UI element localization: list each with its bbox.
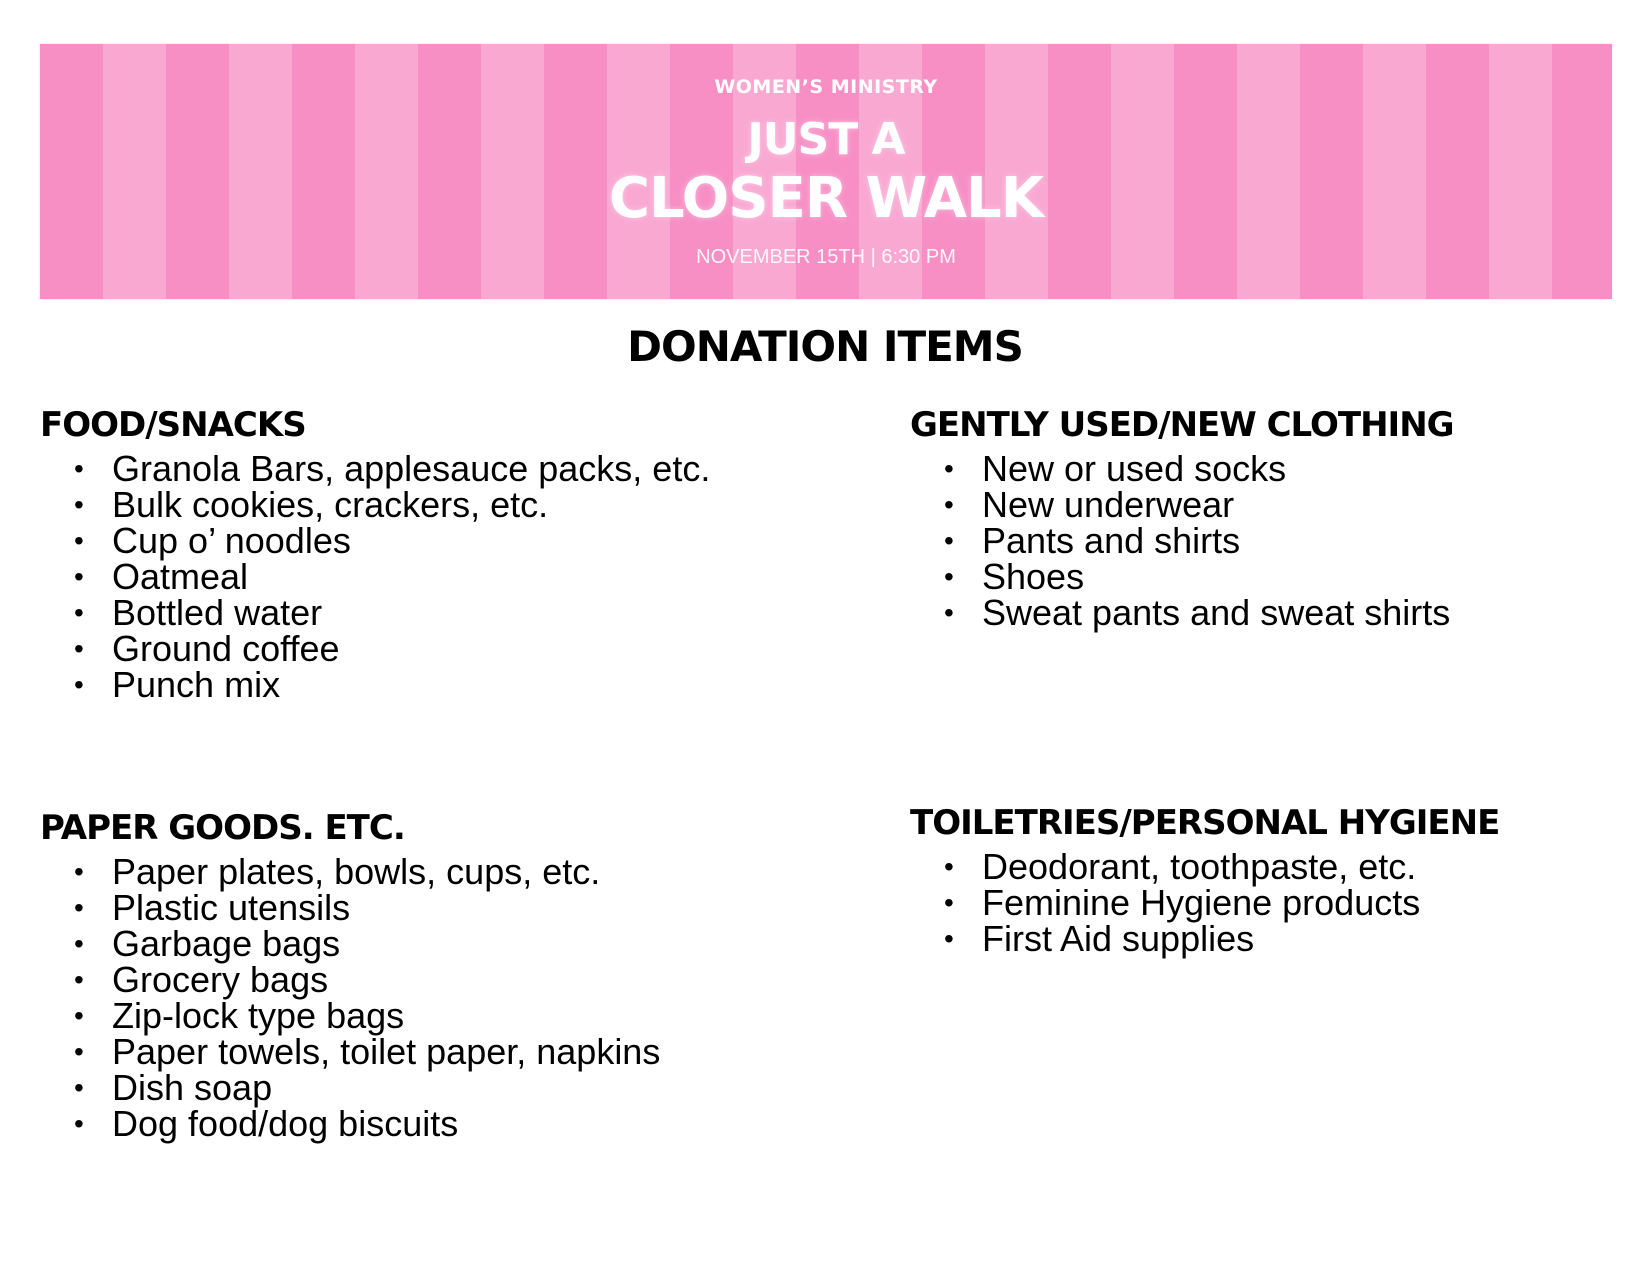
list-item-text: Granola Bars, applesauce packs, etc. <box>112 448 711 489</box>
list-item <box>74 664 720 705</box>
list-item <box>74 592 720 633</box>
bullet-icon: • <box>74 669 84 700</box>
page-title: DONATION ITEMS <box>627 322 1023 371</box>
section-food-snacks <box>40 405 720 703</box>
bullet-icon: • <box>74 1108 84 1139</box>
list-item-text: New or used socks <box>982 448 1287 489</box>
item-list <box>910 846 1610 959</box>
bullet-icon: • <box>74 561 84 592</box>
bullet-icon: • <box>944 851 954 882</box>
bullet-icon: • <box>74 453 84 484</box>
bullet-icon: • <box>74 928 84 959</box>
bullet-icon: • <box>944 489 954 520</box>
event-title-line-1: JUST A <box>747 114 905 165</box>
list-item-text: Pants and shirts <box>982 520 1241 561</box>
list-item-text: Bottled water <box>112 592 323 633</box>
bullet-icon: • <box>74 892 84 923</box>
list-item <box>74 1067 800 1108</box>
list-item-text: Ground coffee <box>112 628 340 669</box>
list-item <box>74 887 800 928</box>
banner-text-group <box>40 44 1612 299</box>
section-paper-goods <box>40 808 800 1142</box>
section-heading: FOOD/SNACKS <box>40 405 306 445</box>
list-item <box>74 959 800 1000</box>
list-item-text: Sweat pants and sweat shirts <box>982 592 1451 633</box>
list-item-text: Dog food/dog biscuits <box>112 1103 459 1144</box>
list-item <box>944 556 1610 597</box>
bullet-icon: • <box>74 856 84 887</box>
section-heading: PAPER GOODS. ETC. <box>40 808 405 848</box>
bullet-icon: • <box>74 964 84 995</box>
bullet-icon: • <box>74 489 84 520</box>
list-item <box>944 592 1610 633</box>
list-item-text: Paper towels, toilet paper, napkins <box>112 1031 661 1072</box>
list-item-text: Paper plates, bowls, cups, etc. <box>112 851 601 892</box>
list-item-text: New underwear <box>982 484 1235 525</box>
list-item <box>74 628 720 669</box>
list-item <box>944 882 1610 923</box>
bullet-icon: • <box>74 1000 84 1031</box>
list-item <box>944 484 1610 525</box>
bullet-icon: • <box>944 887 954 918</box>
event-banner <box>40 44 1612 299</box>
list-item <box>944 448 1610 489</box>
bullet-icon: • <box>74 597 84 628</box>
item-list <box>40 448 720 705</box>
list-item-text: Garbage bags <box>112 923 341 964</box>
bullet-icon: • <box>944 923 954 954</box>
list-item-text: Feminine Hygiene products <box>982 882 1421 923</box>
bullet-icon: • <box>74 1072 84 1103</box>
list-item <box>74 995 800 1036</box>
event-date-time: NOVEMBER 15TH | 6:30 PM <box>696 246 956 268</box>
event-title-line-2: CLOSER WALK <box>608 166 1044 231</box>
list-item-text: Punch mix <box>112 664 281 705</box>
list-item <box>944 918 1610 959</box>
bullet-icon: • <box>74 1036 84 1067</box>
list-item-text: Grocery bags <box>112 959 329 1000</box>
list-item <box>74 1031 800 1072</box>
list-item <box>74 556 720 597</box>
list-item <box>74 484 720 525</box>
item-list <box>40 851 800 1144</box>
list-item-text: Deodorant, toothpaste, etc. <box>982 846 1417 887</box>
bullet-icon: • <box>74 633 84 664</box>
bullet-icon: • <box>944 561 954 592</box>
bullet-icon: • <box>944 597 954 628</box>
list-item-text: Oatmeal <box>112 556 249 597</box>
ministry-label: WOMEN’S MINISTRY <box>714 76 938 98</box>
list-item-text: Zip-lock type bags <box>112 995 405 1036</box>
section-heading: TOILETRIES/PERSONAL HYGIENE <box>910 803 1500 843</box>
list-item <box>944 846 1610 887</box>
list-item-text: Cup o’ noodles <box>112 520 351 561</box>
list-item <box>74 1103 800 1144</box>
list-item <box>74 851 800 892</box>
list-item-text: First Aid supplies <box>982 918 1255 959</box>
list-item <box>944 520 1610 561</box>
list-item-text: Bulk cookies, crackers, etc. <box>112 484 549 525</box>
list-item-text: Shoes <box>982 556 1085 597</box>
section-heading: GENTLY USED/NEW CLOTHING <box>910 405 1454 445</box>
item-list <box>910 448 1610 633</box>
bullet-icon: • <box>944 525 954 556</box>
list-item <box>74 448 720 489</box>
list-item-text: Plastic utensils <box>112 887 351 928</box>
list-item <box>74 923 800 964</box>
list-item <box>74 520 720 561</box>
bullet-icon: • <box>944 453 954 484</box>
section-toiletries <box>910 803 1610 957</box>
bullet-icon: • <box>74 525 84 556</box>
section-clothing <box>910 405 1610 631</box>
list-item-text: Dish soap <box>112 1067 273 1108</box>
